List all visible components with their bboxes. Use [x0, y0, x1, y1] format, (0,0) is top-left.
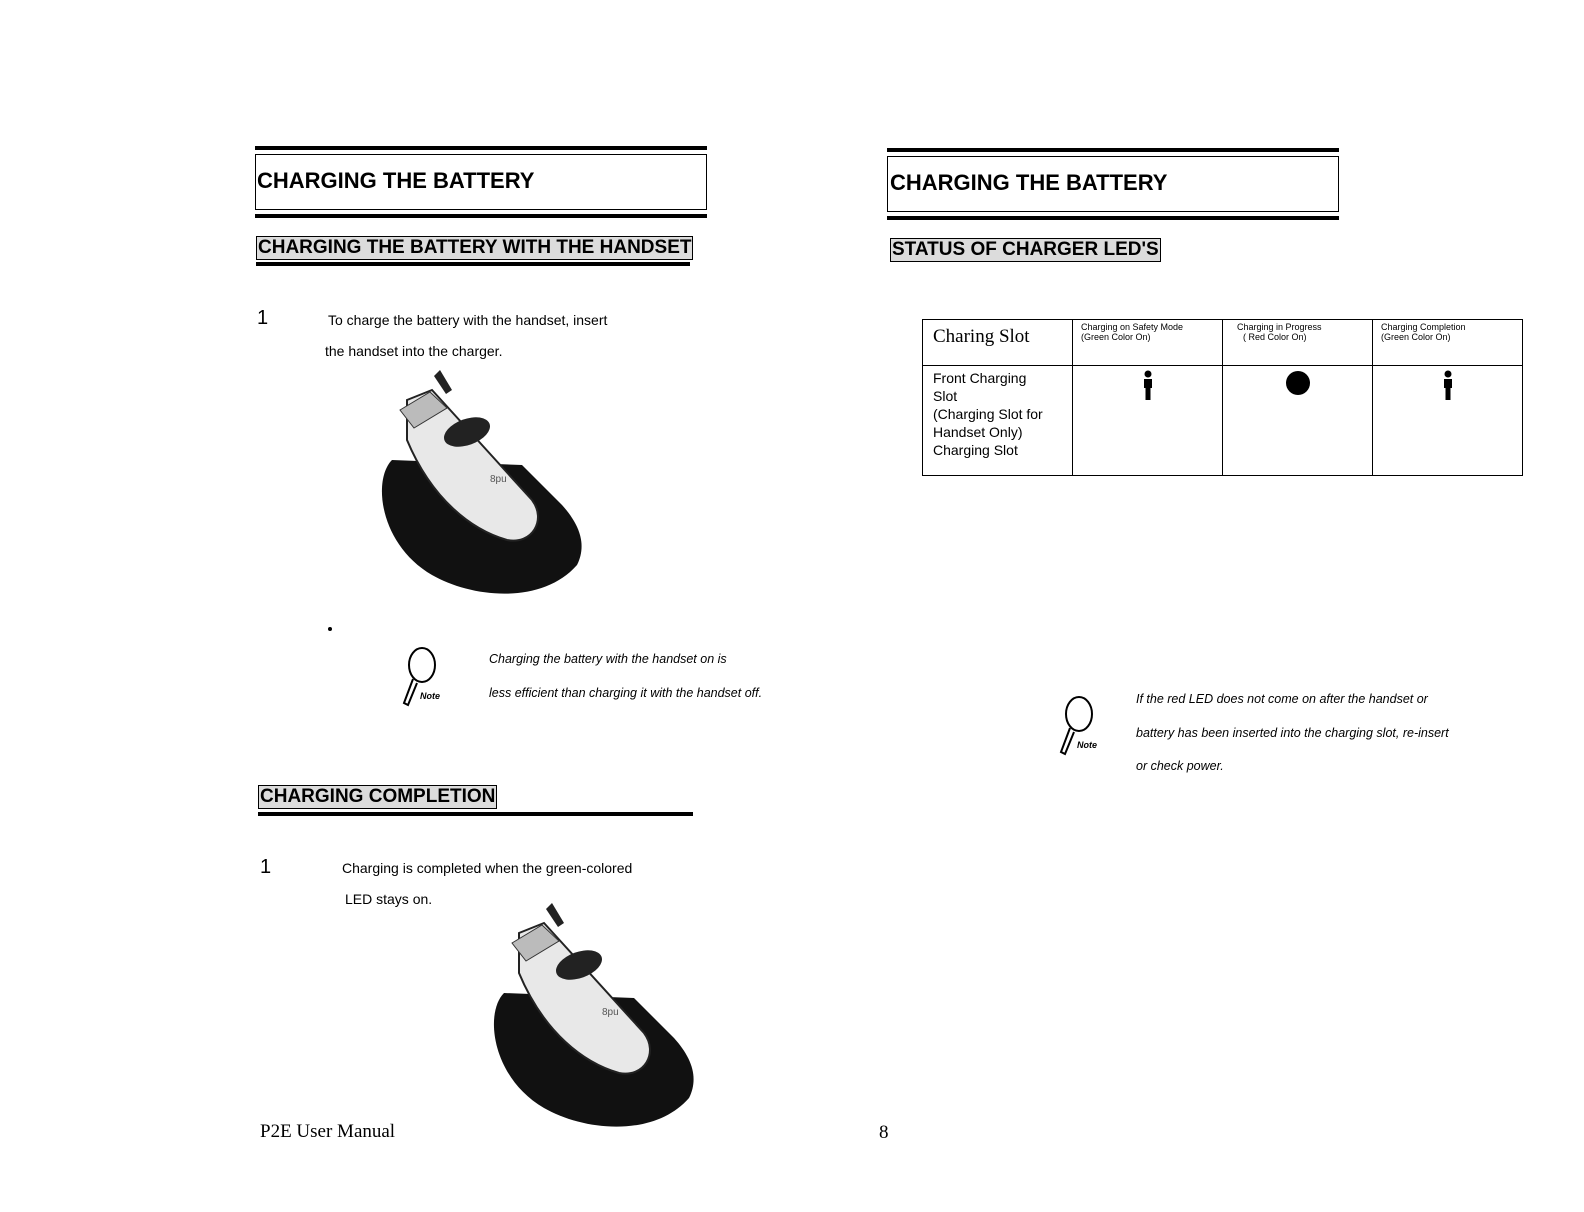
footer-manual-title: P2E User Manual — [260, 1121, 396, 1142]
cell-in-progress — [1223, 366, 1373, 476]
header-completion — [1373, 320, 1523, 366]
header-in-progress — [1223, 320, 1373, 366]
section-rule — [256, 262, 690, 266]
cell-completion — [1373, 366, 1523, 476]
slot-line: Charging Slot — [933, 442, 1018, 458]
section-heading-status-leds: STATUS OF CHARGER LED'S — [892, 239, 1159, 260]
step-text: LED stays on. — [345, 891, 433, 907]
led-solid-icon — [1285, 370, 1311, 396]
section-rule — [258, 812, 693, 816]
bullet-dot — [328, 627, 332, 631]
led-status-table — [922, 319, 1523, 476]
note-magnifier-icon — [1055, 694, 1107, 760]
note-text: If the red LED does not come on after the handset or — [1136, 692, 1428, 706]
step-number: 1 — [260, 856, 272, 878]
slot-line: Front Charging — [933, 370, 1027, 386]
header-line: Charging on Safety Mode — [1081, 322, 1184, 332]
note-text: battery has been inserted into the charging slot, re-insert — [1136, 726, 1449, 740]
table-header-row — [923, 320, 1523, 366]
header-line: Charging in Progress — [1237, 322, 1322, 332]
header-charging-slot: Charing Slot — [923, 320, 1073, 366]
left-page-title: CHARGING THE BATTERY — [257, 168, 535, 193]
page-number: 8 — [879, 1122, 889, 1143]
header-safety-mode — [1073, 320, 1223, 366]
led-blink-icon — [1142, 370, 1154, 402]
section-heading-charging-with-handset: CHARGING THE BATTERY WITH THE HANDSET — [258, 237, 692, 258]
note-text: or check power. — [1136, 759, 1224, 773]
svg-text:Note: Note — [1077, 740, 1097, 750]
svg-text:Note: Note — [420, 691, 440, 701]
note-text: Charging the battery with the handset on is — [489, 652, 727, 666]
svg-text:8pu: 8pu — [602, 1007, 619, 1018]
handset-in-charger-image — [484, 903, 699, 1135]
cell-safety-mode — [1073, 366, 1223, 476]
slot-line: Slot — [933, 388, 958, 404]
header-line: Charging Completion — [1381, 322, 1466, 332]
step-number: 1 — [257, 307, 269, 329]
note-text: less efficient than charging it with the handset off. — [489, 686, 763, 700]
section-heading-charging-completion: CHARGING COMPLETION — [260, 786, 496, 807]
step-text: Charging is completed when the green-colored — [342, 860, 633, 876]
step-text: To charge the battery with the handset, insert — [328, 312, 608, 328]
right-page-title: CHARGING THE BATTERY — [890, 170, 1168, 195]
slot-line: (Charging Slot for — [933, 406, 1043, 422]
handset-in-charger-image — [372, 370, 587, 602]
note-magnifier-icon — [398, 645, 450, 711]
header-line: (Green Color On) — [1381, 332, 1451, 342]
header-line: (Green Color On) — [1081, 332, 1151, 342]
row-slot-label — [923, 366, 1073, 476]
slot-line: Handset Only) — [933, 424, 1023, 440]
svg-text:8pu: 8pu — [490, 474, 507, 485]
table-row — [923, 366, 1523, 476]
led-blink-icon — [1442, 370, 1454, 402]
header-line: ( Red Color On) — [1243, 332, 1307, 342]
step-text: the handset into the charger. — [325, 343, 503, 359]
